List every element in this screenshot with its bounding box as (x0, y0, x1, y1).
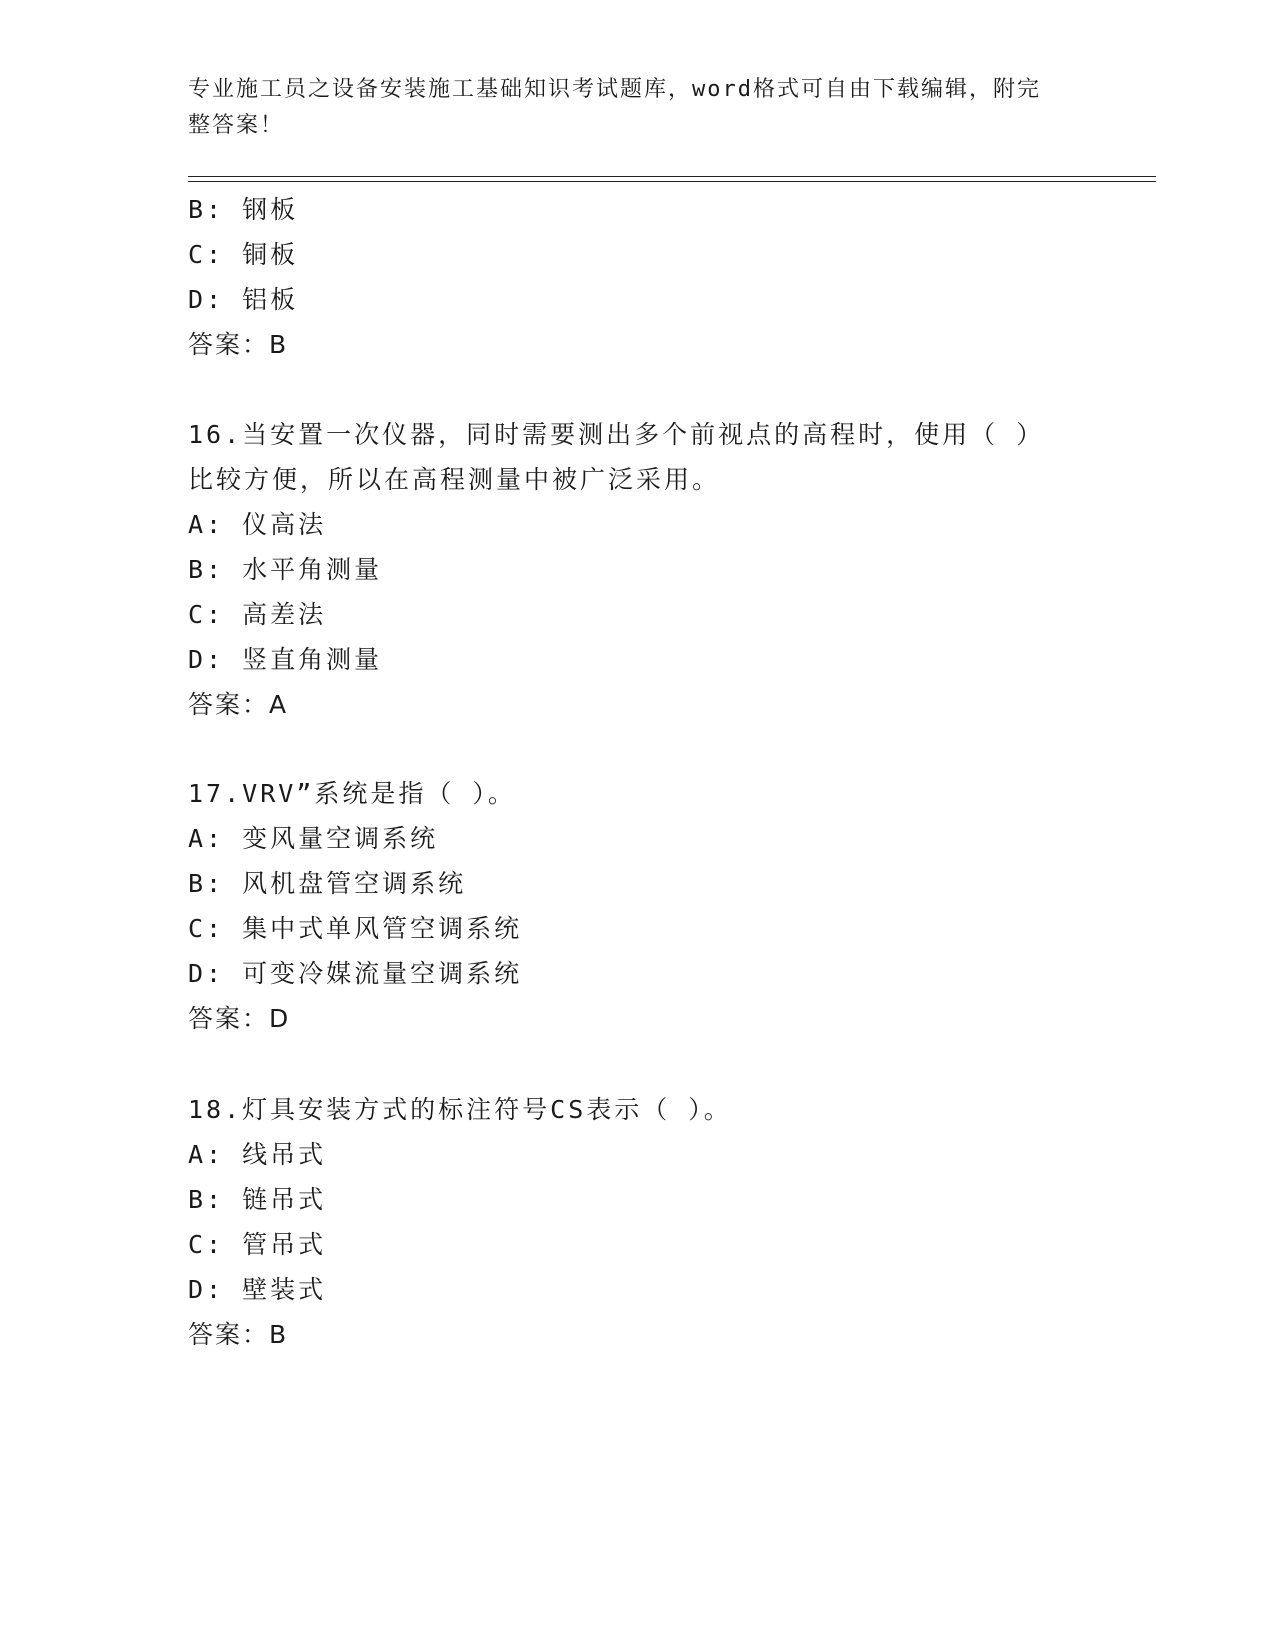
document-header (188, 72, 1068, 144)
option-d: D: 壁装式 (188, 1275, 327, 1304)
answer: 答案：B (188, 1320, 289, 1349)
question-stem-continued: 比较方便，所以在高程测量中被广泛采用。 (188, 465, 721, 494)
option-a: A: 仪高法 (188, 510, 327, 539)
header-line-2: 整答案！ (188, 113, 285, 138)
answer: 答案：D (188, 1004, 291, 1033)
option-b: B: 链吊式 (188, 1185, 327, 1214)
question-stem: 16.当安置一次仪器，同时需要测出多个前视点的高程时，使用（ ） (188, 420, 1045, 449)
header-line-1: 专业施工员之设备安装施工基础知识考试题库，word格式可自由下载编辑，附完 (188, 77, 1041, 102)
option-d: D: 竖直角测量 (188, 645, 383, 674)
option-c: C: 铜板 (188, 240, 299, 269)
option-a: A: 线吊式 (188, 1140, 327, 1169)
option-c: C: 集中式单风管空调系统 (188, 914, 523, 943)
option-c: C: 管吊式 (188, 1230, 327, 1259)
option-d: D: 铝板 (188, 285, 299, 314)
answer: 答案：B (188, 330, 289, 359)
option-c: C: 高差法 (188, 600, 327, 629)
option-b: B: 风机盘管空调系统 (188, 869, 467, 898)
header-divider-top (188, 176, 1156, 177)
header-divider-bottom (188, 181, 1156, 182)
answer: 答案：A (188, 690, 289, 719)
option-b: B: 钢板 (188, 195, 299, 224)
option-d: D: 可变冷媒流量空调系统 (188, 959, 523, 988)
option-a: A: 变风量空调系统 (188, 824, 439, 853)
option-b: B: 水平角测量 (188, 555, 383, 584)
question-stem: 18.灯具安装方式的标注符号CS表示（ ）。 (188, 1095, 732, 1124)
question-stem: 17.VRV”系统是指（ ）。 (188, 779, 516, 808)
